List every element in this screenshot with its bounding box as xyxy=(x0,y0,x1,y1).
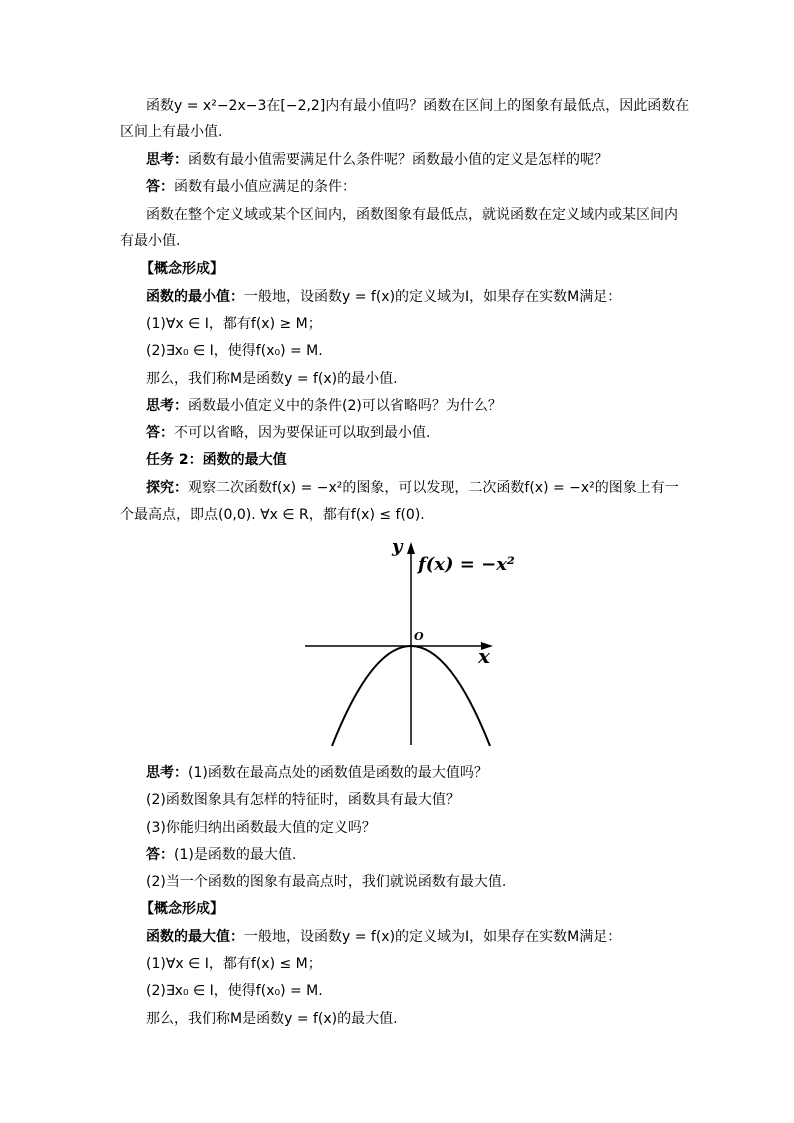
max-definition-label: 函数的最大值： xyxy=(146,929,244,945)
min-definition-text: 一般地，设函数y = f(x)的定义域为I，如果存在实数M满足： xyxy=(244,289,622,305)
explore-text-1: 观察二次函数f(x) = −x²的图象，可以发现，二次函数f(x) = −x²的图象上有一 xyxy=(188,480,679,496)
answer-3-label: 答： xyxy=(146,847,174,863)
think-3-label: 思考： xyxy=(146,765,188,781)
think-1 xyxy=(146,150,608,170)
task-2-heading: 任务 2：函数的最大值 xyxy=(146,452,287,468)
answer-1-text: 函数有最小值应满足的条件： xyxy=(174,179,356,195)
min-condition-1: (1)∀x ∈ I，都有f(x) ≥ M； xyxy=(146,316,322,332)
max-condition-2: (2)∃x₀ ∈ I，使得f(x₀) = M. xyxy=(146,983,323,999)
answer-1-label: 答： xyxy=(146,179,174,195)
answer-2 xyxy=(146,423,430,443)
answer-2-text: 不可以省略，因为要保证可以取到最小值. xyxy=(174,425,431,441)
explore-line-2: 个最高点，即点(0,0). ∀x ∈ R，都有f(x) ≤ f(0). xyxy=(120,507,425,523)
think-3-q3: (3)你能归纳出函数最大值的定义吗？ xyxy=(146,820,376,836)
intro-line-1: 函数y = x²−2x−3在[−2,2]内有最小值吗？函数在区间上的图象有最低点，因此函数在 xyxy=(146,98,690,114)
concept-header-1: 【概念形成】 xyxy=(140,261,224,277)
y-axis-arrow xyxy=(407,542,415,554)
intro-line-2: 区间上有最小值. xyxy=(120,124,223,140)
origin-label: O xyxy=(414,630,424,643)
answer-3-a2: (2)当一个函数的图象有最高点时，我们就说函数有最大值. xyxy=(146,874,507,890)
explain-1-line-1: 函数在整个定义域或某个区间内，函数图象有最低点，就说函数在定义域内或某区间内 xyxy=(146,207,678,223)
think-3-q2: (2)函数图象具有怎样的特征时，函数具有最大值？ xyxy=(146,792,460,808)
x-axis-label: x xyxy=(478,644,490,668)
answer-1 xyxy=(146,177,356,197)
answer-3-a1-text: (1)是函数的最大值. xyxy=(174,847,297,863)
min-definition-label: 函数的最小值： xyxy=(146,289,244,305)
max-condition-1: (1)∀x ∈ I，都有f(x) ≤ M； xyxy=(146,956,322,972)
parabola-graph xyxy=(300,530,515,750)
min-conclusion: 那么，我们称M是函数y = f(x)的最小值. xyxy=(146,371,398,387)
think-1-text: 函数有最小值需要满足什么条件呢？函数最小值的定义是怎样的呢？ xyxy=(188,152,608,168)
think-2-text: 函数最小值定义中的条件(2)可以省略吗？为什么？ xyxy=(188,398,502,414)
explore-label: 探究： xyxy=(146,480,188,496)
y-axis-label: y xyxy=(392,536,403,557)
think-1-label: 思考： xyxy=(146,152,188,168)
think-2-label: 思考： xyxy=(146,398,188,414)
think-2 xyxy=(146,396,502,416)
min-condition-2: (2)∃x₀ ∈ I，使得f(x₀) = M. xyxy=(146,343,323,359)
explore-line-1 xyxy=(146,478,679,498)
explain-1-line-2: 有最小值. xyxy=(120,233,181,249)
function-label: f(x) = −x² xyxy=(418,554,515,575)
max-conclusion: 那么，我们称M是函数y = f(x)的最大值. xyxy=(146,1011,398,1027)
answer-2-label: 答： xyxy=(146,425,174,441)
concept-header-2: 【概念形成】 xyxy=(140,901,224,917)
think-3-q1-text: (1)函数在最高点处的函数值是函数的最大值吗？ xyxy=(188,765,488,781)
max-definition xyxy=(146,927,621,947)
min-definition xyxy=(146,287,621,307)
think-3-q1 xyxy=(146,763,488,783)
max-definition-text: 一般地，设函数y = f(x)的定义域为I，如果存在实数M满足： xyxy=(244,929,622,945)
answer-3-a1 xyxy=(146,845,296,865)
